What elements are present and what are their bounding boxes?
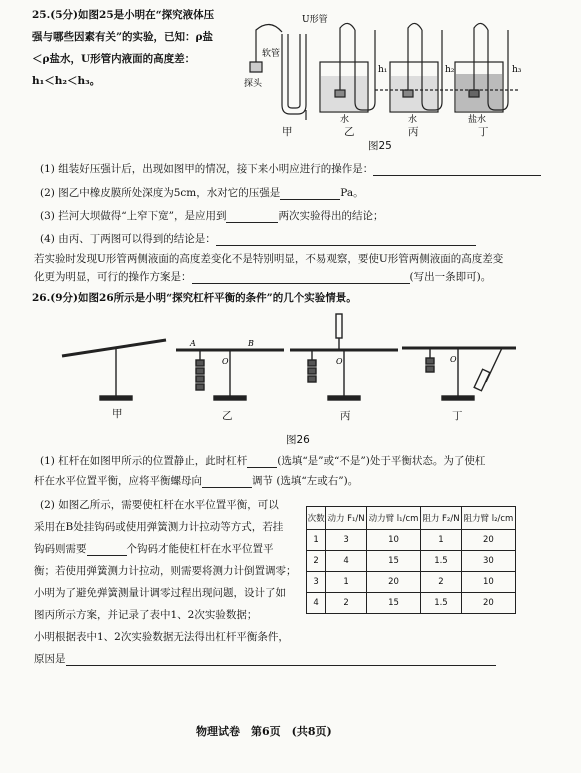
answer-blank[interactable] bbox=[280, 188, 340, 200]
figure-25 bbox=[240, 10, 530, 128]
label-B: B bbox=[248, 339, 254, 348]
answer-blank[interactable] bbox=[87, 544, 127, 556]
cell: 2 bbox=[307, 551, 326, 572]
cell: 20 bbox=[461, 593, 515, 614]
label-water-bing: 水 bbox=[408, 115, 418, 125]
cell: 4 bbox=[307, 593, 326, 614]
q26-p2-line7: 小明根据表中1、2次实验数据无法得出杠杆平衡条件， bbox=[34, 631, 289, 643]
answer-blank[interactable] bbox=[226, 211, 278, 223]
q25-intro-line4: h₁＜h₂＜h₃。 bbox=[32, 75, 101, 87]
q26-p2-line2: 采用在B处挂钩码或使用弹簧测力计拉动等方式，若挂 bbox=[34, 521, 284, 533]
answer-blank[interactable] bbox=[247, 456, 277, 468]
q26-p2-line8: 原因是 bbox=[34, 652, 496, 666]
cell: 3 bbox=[326, 530, 367, 551]
label-water-yi: 水 bbox=[340, 115, 350, 125]
q25-item5-line2: 化更为明显，可行的操作方案是： (写出一条即可)。 bbox=[34, 271, 492, 283]
label-h2: h₂ bbox=[445, 65, 455, 75]
label-utube: U形管 bbox=[302, 15, 328, 25]
cell: 2 bbox=[421, 572, 462, 593]
label-h3: h₃ bbox=[512, 65, 522, 75]
cell: 4 bbox=[326, 551, 367, 572]
label-O-bing: O bbox=[336, 357, 343, 366]
cell: 10 bbox=[366, 530, 420, 551]
q26-p2-line1: (2) 如图乙所示，需要使杠杆在水平位置平衡，可以 bbox=[40, 499, 279, 511]
fig26-panel-ding: 丁 bbox=[452, 410, 463, 422]
probe-jia bbox=[250, 62, 262, 72]
answer-blank[interactable] bbox=[66, 654, 496, 666]
label-O-yi: O bbox=[222, 357, 229, 366]
data-table bbox=[306, 506, 516, 614]
fig26-panel-bing: 丙 bbox=[340, 410, 351, 422]
answer-blank[interactable] bbox=[373, 164, 541, 176]
fig25-panel-yi: 乙 bbox=[344, 126, 355, 138]
header-effort-arm: 动力臂 l₁/cm bbox=[366, 507, 420, 530]
cell: 1 bbox=[326, 572, 367, 593]
q26-p2-line3: 钩码则需要 个钩码才能使杠杆在水平位置平 bbox=[34, 543, 274, 555]
cell: 1.5 bbox=[421, 593, 462, 614]
table-row bbox=[307, 530, 516, 551]
fig26-caption: 图26 bbox=[286, 434, 310, 446]
table-row bbox=[307, 572, 516, 593]
cell: 3 bbox=[307, 572, 326, 593]
fig25-panel-jia: 甲 bbox=[282, 126, 293, 138]
q25-intro-line2: 强与哪些因素有关”的实验，已知：ρ盐 bbox=[32, 31, 214, 43]
label-A: A bbox=[190, 339, 196, 348]
header-load: 阻力 F₂/N bbox=[421, 507, 462, 530]
answer-blank[interactable] bbox=[216, 234, 476, 246]
label-probe: 探头 bbox=[244, 79, 263, 89]
cell: 10 bbox=[461, 572, 515, 593]
table-row bbox=[307, 551, 516, 572]
q25-intro-line3: ＜ρ盐水，U形管内液面的高度差： bbox=[32, 53, 196, 65]
q25-item2: (2) 图乙中橡皮膜所处深度为5cm，水对它的压强是 Pa。 bbox=[40, 187, 364, 199]
figure-26 bbox=[58, 312, 528, 410]
q26-p1-line2: 杆在水平位置平衡，应将平衡螺母向 调节 (选填“左或右”)。 bbox=[34, 475, 359, 487]
label-h1: h₁ bbox=[378, 65, 388, 75]
label-hose: 软管 bbox=[262, 49, 281, 59]
answer-blank[interactable] bbox=[202, 476, 252, 488]
q25-item1: (1) 组装好压强计后，出现如图甲的情况，接下来小明应进行的操作是： bbox=[40, 162, 541, 176]
q25-item4: (4) 由丙、丁两图可以得到的结论是： bbox=[40, 232, 476, 246]
table-header-row bbox=[307, 507, 516, 530]
cell: 20 bbox=[366, 572, 420, 593]
cell: 15 bbox=[366, 593, 420, 614]
answer-blank[interactable] bbox=[192, 272, 410, 284]
cell: 1 bbox=[421, 530, 462, 551]
q26-p2-line4: 衡；若使用弹簧测力计拉动，则需要将测力计倒置调零； bbox=[34, 565, 297, 577]
q25-intro-line1: 25.(5分)如图25是小明在“探究液体压 bbox=[32, 9, 215, 21]
cell: 30 bbox=[461, 551, 515, 572]
q25-item3: (3) 拦河大坝做得“上窄下宽”，是应用到 两次实验得出的结论； bbox=[40, 210, 384, 222]
header-load-arm: 阻力臂 l₂/cm bbox=[461, 507, 515, 530]
label-O-ding: O bbox=[450, 355, 457, 364]
table-row bbox=[307, 593, 516, 614]
q26-p2-line5: 小明为了避免弹簧测量计调零过程出现问题，设计了如 bbox=[34, 587, 286, 599]
cell: 1.5 bbox=[421, 551, 462, 572]
q26-title: 26.(9分)如图26所示是小明“探究杠杆平衡的条件”的几个实验情景。 bbox=[32, 292, 357, 304]
fig25-caption: 图25 bbox=[368, 140, 392, 152]
fig25-panel-bing: 丙 bbox=[408, 126, 419, 138]
cell: 15 bbox=[366, 551, 420, 572]
cell: 2 bbox=[326, 593, 367, 614]
label-saltwater: 盐水 bbox=[468, 115, 487, 125]
q25-item5-line1: 若实验时发现U形管两侧液面的高度差变化不是特别明显，不易观察，要使U形管两侧液面的高度差变 bbox=[34, 253, 504, 265]
q26-p1-line1: (1) 杠杆在如图甲所示的位置静止，此时杠杆 (选填“是”或“不是”)处于平衡状态。为了使杠 bbox=[40, 455, 486, 467]
fig26-panel-jia: 甲 bbox=[112, 408, 123, 420]
page-footer: 物理试卷 第6页 (共8页) bbox=[196, 725, 332, 738]
fig25-panel-ding: 丁 bbox=[478, 126, 489, 138]
cell: 1 bbox=[307, 530, 326, 551]
q26-p2-line6: 图丙所示方案，并记录了表中1、2次实验数据； bbox=[34, 609, 258, 621]
utube-jia bbox=[282, 34, 306, 114]
header-effort: 动力 F₁/N bbox=[326, 507, 367, 530]
cell: 20 bbox=[461, 530, 515, 551]
fig26-panel-yi: 乙 bbox=[222, 410, 233, 422]
header-trial: 次数 bbox=[307, 507, 326, 530]
